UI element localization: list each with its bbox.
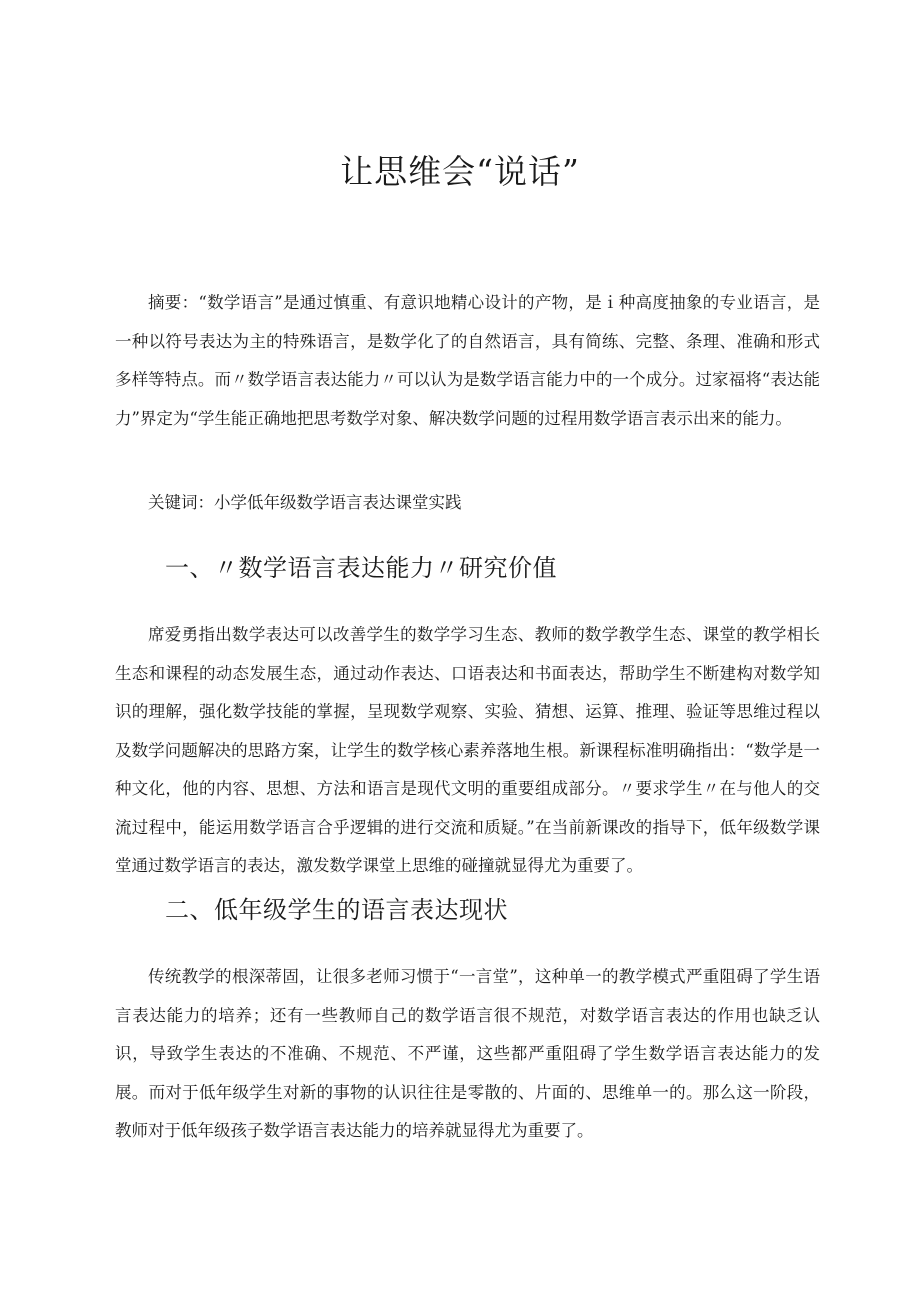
abstract-paragraph: 摘要：“数学语言”是通过慎重、有意识地精心设计的产物，是ｉ种高度抽象的专业语言，是一种以符号表达为主的特殊语言，是数学化了的自然语言，具有简练、完整、条理、准确和形式多样等特点。而〃数学语言表达能力〃可以认为是数学语言能力中的一个成分。过家福将“表达能力”界定为“学生能正确地把思考数学对象、解决数学问题的过程用数学语言表示出来的能力。 xyxy=(115,293,820,428)
section-heading-1: 一、〃数学语言表达能力〃研究价值 xyxy=(165,554,557,582)
section-body-1: 席爱勇指出数学表达可以改善学生的数学学习生态、教师的数学教学生态、课堂的教学相长生态和课程的动态发展生态，通过动作表达、口语表达和书面表达，帮助学生不断建构对数学知识的理解，强化数学技能的掌握，呈现数学观察、实验、猜想、运算、推理、验证等思维过程以及数学问题解决的思路方案，让学生的数学核心素养落地生根。新课程标准明确指出：“数学是一种文化，他的内容、思想、方法和语言是现代文明的重要组成部分。〃要求学生〃在与他人的交流过程中，能运用数学语言合乎逻辑的进行交流和质疑。”在当前新课改的指导下，低年级数学课堂通过数学语言的表达，激发数学课堂上思维的碰撞就显得尤为重要了。 xyxy=(115,625,820,875)
section-heading-2: 二、低年级学生的语言表达现状 xyxy=(165,896,508,924)
keywords-line: 关键词：小学低年级数学语言表达课堂实践 xyxy=(148,493,462,512)
section-body-2: 传统教学的根深蒂固，让很多老师习惯于“一言堂”，这种单一的教学模式严重阻碍了学生语言表达能力的培养；还有一些教师自己的数学语言很不规范，对数学语言表达的作用也缺乏认识，导致学生表达的不准确、不规范、不严谨，这些都严重阻碍了学生数学语言表达能力的发展。而对于低年级学生对新的事物的认识往往是零散的、片面的、思维单一的。那么这一阶段，教师对于低年级孩子数学语言表达能力的培养就显得尤为重要了。 xyxy=(115,967,820,1140)
document-title: 让思维会“说话” xyxy=(340,152,580,191)
